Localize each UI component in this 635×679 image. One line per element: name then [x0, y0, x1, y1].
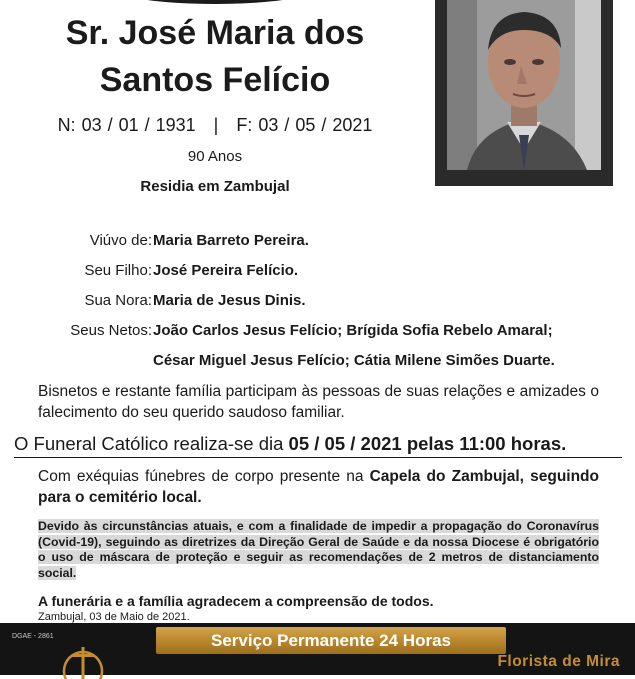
ceremony-place: Capela do Zambujal,: [369, 468, 524, 485]
family-note: Bisnetos e restante família participam às pessoas de suas relações e amizades o falecimento do seu querido saudoso familiar.: [38, 383, 599, 421]
residence: Residia em Zambujal: [140, 178, 290, 195]
deceased-name-line2: Santos Felício: [99, 61, 331, 99]
ceremony-continuation: seguindo para o cemitério local.: [38, 468, 599, 506]
relative-label: Sua Nora:: [84, 292, 152, 309]
relative-row-daughter-in-law: [0, 292, 635, 312]
permanent-service-banner: Serviço Permanente 24 Horas: [156, 627, 506, 654]
relative-label: Seu Filho:: [84, 262, 152, 279]
funeral-time: 11:00 horas.: [459, 433, 567, 454]
relative-row-grandchildren-cont: [0, 352, 635, 372]
relative-name: César Miguel Jesus Felício; Cátia Milene Simões Duarte.: [153, 352, 555, 369]
relative-name: José Pereira Felício.: [153, 262, 299, 279]
deceased-name-line1: Sr. José Maria dos: [65, 14, 365, 52]
covid-notice: [38, 519, 599, 581]
portrait-photo: [447, 0, 601, 170]
portrait-frame: [435, 0, 613, 186]
relative-label: Seus Netos:: [70, 322, 152, 339]
funeral-announcement: [14, 433, 622, 458]
death-date: F: 03 / 05 / 2021: [236, 115, 373, 135]
ceremony-info: [38, 466, 599, 508]
thanks-message: A funerária e a família agradecem a compreensão de todos.: [38, 593, 434, 609]
relative-row-grandchildren: [0, 322, 635, 342]
relative-name: João Carlos Jesus Felício; Brígida Sofia Rebelo Amaral;: [153, 322, 553, 339]
relative-name: Maria Barreto Pereira.: [153, 232, 309, 249]
age: 90 Anos: [187, 148, 243, 165]
relative-label: Viúvo de:: [89, 232, 152, 249]
funeral-prefix: O Funeral Católico realiza-se dia: [14, 433, 284, 454]
covid-notice-text: Devido às circunstâncias atuais, e com a finalidade de impedir a propagação do Coronavírus (Covid-19), seguindo as diretrizes da Direção Geral de Saúde e da nossa Diocese é obrigatório o uso de máscara de proteção e seguir as recomendações de 2 metros de distanciamento social.: [38, 519, 599, 580]
portrait-illustration: [447, 0, 601, 170]
footer: [0, 623, 635, 675]
date-separator: |: [213, 115, 219, 135]
cross-logo-icon: [58, 641, 108, 679]
license-code: DGAE - 2861: [12, 633, 54, 640]
birth-date: N: 03 / 01 / 1931: [57, 115, 196, 135]
funeral-date: 05 / 05 / 2021: [288, 433, 402, 454]
relative-name: Maria de Jesus Dinis.: [153, 292, 306, 309]
florist-name: Florista de Mira: [497, 653, 620, 670]
life-dates: [20, 115, 410, 136]
funeral-pelas: pelas: [406, 433, 455, 454]
ceremony-text: Com exéquias fúnebres de corpo presente na: [38, 468, 364, 485]
relative-row-son: [0, 262, 635, 282]
place-date: Zambujal, 03 de Maio de 2021.: [38, 611, 190, 623]
top-decoration: [110, 0, 320, 4]
relative-row-widower: [0, 232, 635, 252]
